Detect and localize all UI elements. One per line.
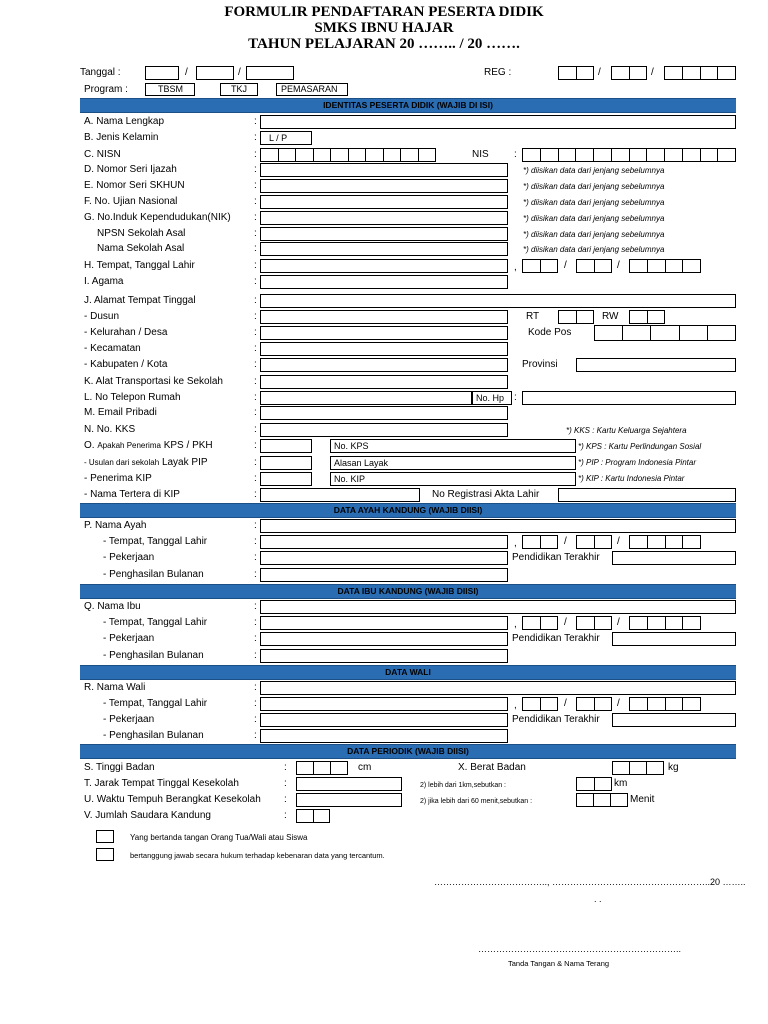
tgl-lahir-day[interactable] [522, 259, 558, 273]
colon: : [254, 311, 257, 322]
nama-sekolah-asal-input[interactable] [260, 242, 508, 256]
program-option-pemasaran[interactable]: PEMASARAN [276, 83, 348, 96]
colon: : [254, 116, 257, 127]
nama-lengkap-input[interactable] [260, 115, 736, 129]
colon: : [254, 243, 257, 254]
date-slash: / [617, 260, 620, 271]
nis-label: NIS [472, 149, 489, 160]
alamat-label: J. Alamat Tempat Tinggal [84, 295, 196, 306]
colon: : [254, 730, 257, 741]
usulan-pip-label [84, 457, 208, 469]
date-slash: / [564, 617, 567, 628]
ibu-ttl-label: - Tempat, Tanggal Lahir [103, 617, 208, 628]
colon: : [254, 132, 257, 143]
signature-line: ………………………………………………………….. [478, 944, 682, 954]
prev-level-note: *) diisikan data dari jenjang sebelumnya [523, 245, 665, 254]
colon: : [254, 260, 257, 271]
ibu-penghasilan-input[interactable] [260, 649, 508, 663]
ibu-tgl-year[interactable] [629, 616, 701, 630]
transportasi-label: K. Alat Transportasi ke Sekolah [84, 376, 223, 387]
telepon-rumah-input[interactable] [260, 391, 472, 405]
ayah-pekerjaan-input[interactable] [260, 551, 508, 565]
nama-sekolah-asal-label: Nama Sekolah Asal [97, 243, 185, 254]
date-slash: / [564, 698, 567, 709]
ibu-pendidikan-input[interactable] [612, 632, 736, 646]
rw-input[interactable] [629, 310, 665, 324]
saudara-input[interactable] [296, 809, 330, 823]
colon: : [254, 359, 257, 370]
kelurahan-input[interactable] [260, 326, 508, 340]
email-input[interactable] [260, 406, 508, 420]
colon: : [284, 794, 287, 805]
colon: : [514, 392, 517, 403]
declaration-line-2: bertanggung jawab secara hukum terhadap kebenaran data yang tercantum. [130, 851, 385, 860]
tanggal-label: Tanggal : [80, 67, 121, 78]
nama-lengkap-label: A. Nama Lengkap [84, 116, 165, 127]
tgl-lahir-month[interactable] [576, 259, 612, 273]
colon: : [254, 149, 257, 160]
tanggal-year-field[interactable] [246, 66, 294, 80]
dot-mark: . . [594, 894, 602, 904]
colon: : [254, 276, 257, 287]
wali-tempat-lahir-input[interactable] [260, 697, 508, 711]
telepon-rumah-label: L. No Telepon Rumah [84, 392, 181, 403]
ayah-pendidikan-input[interactable] [612, 551, 736, 565]
tanggal-month-field[interactable] [196, 66, 234, 80]
no-kks-label: N. No. KKS [84, 424, 136, 435]
kode-pos-input[interactable] [594, 325, 736, 341]
declaration-checkbox-1[interactable] [96, 830, 114, 843]
colon: : [254, 180, 257, 191]
kip-note: *) KIP : Kartu Indonesia Pintar [578, 474, 685, 483]
school-name: SMKS IBNU HAJAR [314, 20, 454, 36]
colon: : [254, 392, 257, 403]
section-wali-header: DATA WALI [80, 665, 736, 680]
rw-label: RW [602, 311, 619, 322]
nama-ayah-input[interactable] [260, 519, 736, 533]
colon: : [254, 473, 257, 484]
no-ujian-input[interactable] [260, 195, 508, 209]
ibu-pekerjaan-label: - Pekerjaan [103, 633, 155, 644]
tinggi-badan-label: S. Tinggi Badan [84, 762, 155, 773]
waktu-note: 2) jika lebih dari 60 menit,sebutkan : [420, 798, 533, 805]
berat-badan-input[interactable] [612, 761, 664, 775]
jarak-km-input[interactable] [576, 777, 612, 791]
penerima-kps-label [84, 440, 213, 452]
colon: : [514, 149, 517, 160]
kecamatan-label: - Kecamatan [84, 343, 141, 354]
date-slash: / [617, 536, 620, 547]
waktu-tempuh-label: U. Waktu Tempuh Berangkat Kesekolah [84, 794, 261, 805]
tempat-lahir-input[interactable] [260, 259, 508, 273]
section-ayah-header: DATA AYAH KANDUNG (WAJIB DIISI) [80, 503, 736, 518]
nama-ibu-input[interactable] [260, 600, 736, 614]
comma: , [514, 700, 517, 711]
prev-level-note: *) diisikan data dari jenjang sebelumnya [523, 214, 665, 223]
colon: : [284, 762, 287, 773]
menit-unit: Menit [630, 794, 655, 805]
colon: : [254, 682, 257, 693]
section-ibu-header: DATA IBU KANDUNG (WAJIB DIISI) [80, 584, 736, 599]
waktu-menit-input[interactable] [576, 793, 628, 807]
nomor-seri-skhun-label: E. Nomor Seri SKHUN [84, 180, 185, 191]
usulan-pip-input[interactable] [260, 456, 312, 470]
colon: : [254, 440, 257, 451]
nisn-label: C. NISN [84, 149, 121, 160]
ayah-tgl-month[interactable] [576, 535, 612, 549]
no-kip-field[interactable]: No. KIP [330, 472, 576, 486]
wali-pekerjaan-label: - Pekerjaan [103, 714, 155, 725]
place-date-line: ……………………………….., ……………………………………………..20 …….. [434, 877, 746, 887]
date-slash: / [564, 536, 567, 547]
jarak-note: 2) lebih dari 1km,sebutkan : [420, 782, 506, 789]
prev-level-note: *) diisikan data dari jenjang sebelumnya [523, 166, 665, 175]
rt-input[interactable] [558, 310, 594, 324]
wali-ttl-label: - Tempat, Tanggal Lahir [103, 698, 208, 709]
alamat-input[interactable] [260, 294, 736, 308]
section-identitas-header: IDENTITAS PESERTA DIDIK (WAJIB DI ISI) [80, 98, 736, 113]
alasan-layak-field[interactable]: Alasan Layak [330, 456, 576, 470]
berat-badan-label: X. Berat Badan [458, 762, 526, 773]
program-option-tbsm[interactable]: TBSM [145, 83, 195, 96]
no-kps-field[interactable]: No. KPS [330, 439, 576, 453]
colon: : [254, 650, 257, 661]
wali-penghasilan-input[interactable] [260, 729, 508, 743]
form-title: FORMULIR PENDAFTARAN PESERTA DIDIK [224, 4, 544, 20]
date-slash: / [617, 698, 620, 709]
reg-field-1[interactable] [558, 66, 594, 80]
ttl-label: H. Tempat, Tanggal Lahir [84, 260, 195, 271]
colon: : [254, 407, 257, 418]
o-prefix: O. [84, 440, 95, 451]
prev-level-note: *) diisikan data dari jenjang sebelumnya [523, 182, 665, 191]
colon: : [254, 714, 257, 725]
declaration-line-1: Yang bertanda tangan Orang Tua/Wali atau Siswa [130, 833, 308, 842]
nama-kip-label: - Nama Tertera di KIP [84, 489, 180, 500]
penerima-kip-label: - Penerima KIP [84, 473, 152, 484]
colon: : [284, 810, 287, 821]
jenis-kelamin-field[interactable]: L / P [260, 131, 312, 145]
colon: : [254, 295, 257, 306]
colon: : [254, 698, 257, 709]
nama-kip-input[interactable] [260, 488, 420, 502]
ayah-tgl-day[interactable] [522, 535, 558, 549]
colon: : [254, 489, 257, 500]
penerima-kip-input[interactable] [260, 472, 312, 486]
no-ujian-label: F. No. Ujian Nasional [84, 196, 178, 207]
nomor-seri-ijazah-input[interactable] [260, 163, 508, 177]
colon: : [254, 536, 257, 547]
km-unit: km [614, 778, 628, 789]
jarak-label: T. Jarak Tempat Tinggal Kesekolah [84, 778, 239, 789]
reg-label: REG : [484, 67, 512, 78]
ibu-tempat-lahir-input[interactable] [260, 616, 508, 630]
comma: , [514, 262, 517, 273]
ayah-tgl-year[interactable] [629, 535, 701, 549]
colon: : [254, 633, 257, 644]
reg-slash: / [651, 67, 654, 78]
usulan-small-text: - Usulan dari sekolah [84, 458, 160, 467]
ayah-penghasilan-label: - Penghasilan Bulanan [103, 569, 204, 580]
nomor-seri-ijazah-label: D. Nomor Seri Ijazah [84, 164, 177, 175]
colon: : [254, 212, 257, 223]
npsn-label: NPSN Sekolah Asal [97, 228, 186, 239]
no-kks-input[interactable] [260, 423, 508, 437]
wali-penghasilan-label: - Penghasilan Bulanan [103, 730, 204, 741]
tgl-lahir-year[interactable] [629, 259, 701, 273]
wali-pekerjaan-input[interactable] [260, 713, 508, 727]
nis-input[interactable] [522, 148, 736, 162]
reg-field-3[interactable] [664, 66, 736, 80]
nik-input[interactable] [260, 211, 508, 225]
declaration-checkbox-2[interactable] [96, 848, 114, 861]
kks-note: *) KKS : Kartu Keluarga Sejahtera [566, 426, 687, 435]
date-slash: / [564, 260, 567, 271]
nama-ibu-label: Q. Nama Ibu [84, 601, 141, 612]
academic-year: TAHUN PELAJARAN 20 …….. / 20 ……. [248, 36, 520, 52]
ibu-tgl-day[interactable] [522, 616, 558, 630]
saudara-label: V. Jumlah Saudara Kandung [84, 810, 211, 821]
ayah-penghasilan-input[interactable] [260, 568, 508, 582]
prev-level-note: *) diisikan data dari jenjang sebelumnya [523, 198, 665, 207]
transportasi-input[interactable] [260, 375, 508, 389]
nik-label: G. No.Induk Kependudukan(NIK) [84, 212, 231, 223]
nama-wali-input[interactable] [260, 681, 736, 695]
reg-slash: / [598, 67, 601, 78]
jenis-kelamin-label: B. Jenis Kelamin [84, 132, 159, 143]
nama-wali-label: R. Nama Wali [84, 682, 146, 693]
nomor-seri-skhun-input[interactable] [260, 179, 508, 193]
colon: : [254, 327, 257, 338]
ayah-pekerjaan-label: - Pekerjaan [103, 552, 155, 563]
o-small-text: Apakah Penerima [97, 441, 161, 450]
no-hp-label: No. Hp [472, 391, 512, 405]
ayah-ttl-label: - Tempat, Tanggal Lahir [103, 536, 208, 547]
wali-pendidikan-input[interactable] [612, 713, 736, 727]
o-big-text: KPS / PKH [163, 440, 213, 451]
ibu-pekerjaan-input[interactable] [260, 632, 508, 646]
date-slash: / [617, 617, 620, 628]
waktu-tempuh-input[interactable] [296, 793, 402, 807]
comma: , [514, 538, 517, 549]
colon: : [254, 617, 257, 628]
provinsi-input[interactable] [576, 358, 736, 372]
ibu-pendidikan-label: Pendidikan Terakhir [512, 633, 600, 644]
wali-tgl-month[interactable] [576, 697, 612, 711]
cm-unit: cm [358, 762, 372, 773]
wali-tgl-year[interactable] [629, 697, 701, 711]
section-periodik-header: DATA PERIODIK (WAJIB DIISI) [80, 744, 736, 759]
colon: : [284, 778, 287, 789]
kecamatan-input[interactable] [260, 342, 508, 356]
program-option-tkj[interactable]: TKJ [220, 83, 258, 96]
ayah-pendidikan-label: Pendidikan Terakhir [512, 552, 600, 563]
colon: : [254, 343, 257, 354]
npsn-input[interactable] [260, 227, 508, 241]
pip-note: *) PIP : Program Indonesia Pintar [578, 458, 696, 467]
akta-label: No Registrasi Akta Lahir [432, 489, 540, 500]
agama-input[interactable] [260, 275, 508, 289]
kabupaten-input[interactable] [260, 358, 508, 372]
usulan-big-text: Layak PIP [161, 457, 208, 468]
jarak-input[interactable] [296, 777, 402, 791]
email-label: M. Email Pribadi [84, 407, 157, 418]
colon: : [254, 196, 257, 207]
reg-field-2[interactable] [611, 66, 647, 80]
wali-tgl-day[interactable] [522, 697, 558, 711]
nama-ayah-label: P. Nama Ayah [84, 520, 147, 531]
colon: : [254, 424, 257, 435]
dusun-input[interactable] [260, 310, 508, 324]
penerima-kps-input[interactable] [260, 439, 312, 453]
colon: : [254, 569, 257, 580]
kg-unit: kg [668, 762, 679, 773]
tanggal-day-field[interactable] [145, 66, 179, 80]
kabupaten-label: - Kabupaten / Kota [84, 359, 168, 370]
kps-note: *) KPS : Kartu Perlindungan Sosial [578, 442, 702, 451]
colon: : [254, 457, 257, 468]
colon: : [254, 376, 257, 387]
dusun-label: - Dusun [84, 311, 120, 322]
ibu-penghasilan-label: - Penghasilan Bulanan [103, 650, 204, 661]
colon: : [254, 601, 257, 612]
kelurahan-label: - Kelurahan / Desa [84, 327, 168, 338]
tinggi-badan-input[interactable] [296, 761, 348, 775]
no-hp-input[interactable] [522, 391, 736, 405]
program-label: Program : [84, 84, 128, 95]
provinsi-label: Provinsi [522, 359, 558, 370]
wali-pendidikan-label: Pendidikan Terakhir [512, 714, 600, 725]
akta-input[interactable] [558, 488, 736, 502]
colon: : [254, 520, 257, 531]
comma: , [514, 619, 517, 630]
date-slash: / [238, 67, 241, 78]
signature-label: Tanda Tangan & Nama Terang [508, 959, 610, 968]
colon: : [254, 228, 257, 239]
agama-label: I. Agama [84, 276, 124, 287]
kode-pos-label: Kode Pos [528, 327, 572, 338]
ibu-tgl-month[interactable] [576, 616, 612, 630]
nisn-input[interactable] [260, 148, 436, 162]
rt-label: RT [526, 311, 540, 322]
ayah-tempat-lahir-input[interactable] [260, 535, 508, 549]
colon: : [254, 164, 257, 175]
colon: : [254, 552, 257, 563]
prev-level-note: *) diisikan data dari jenjang sebelumnya [523, 230, 665, 239]
date-slash: / [185, 67, 188, 78]
